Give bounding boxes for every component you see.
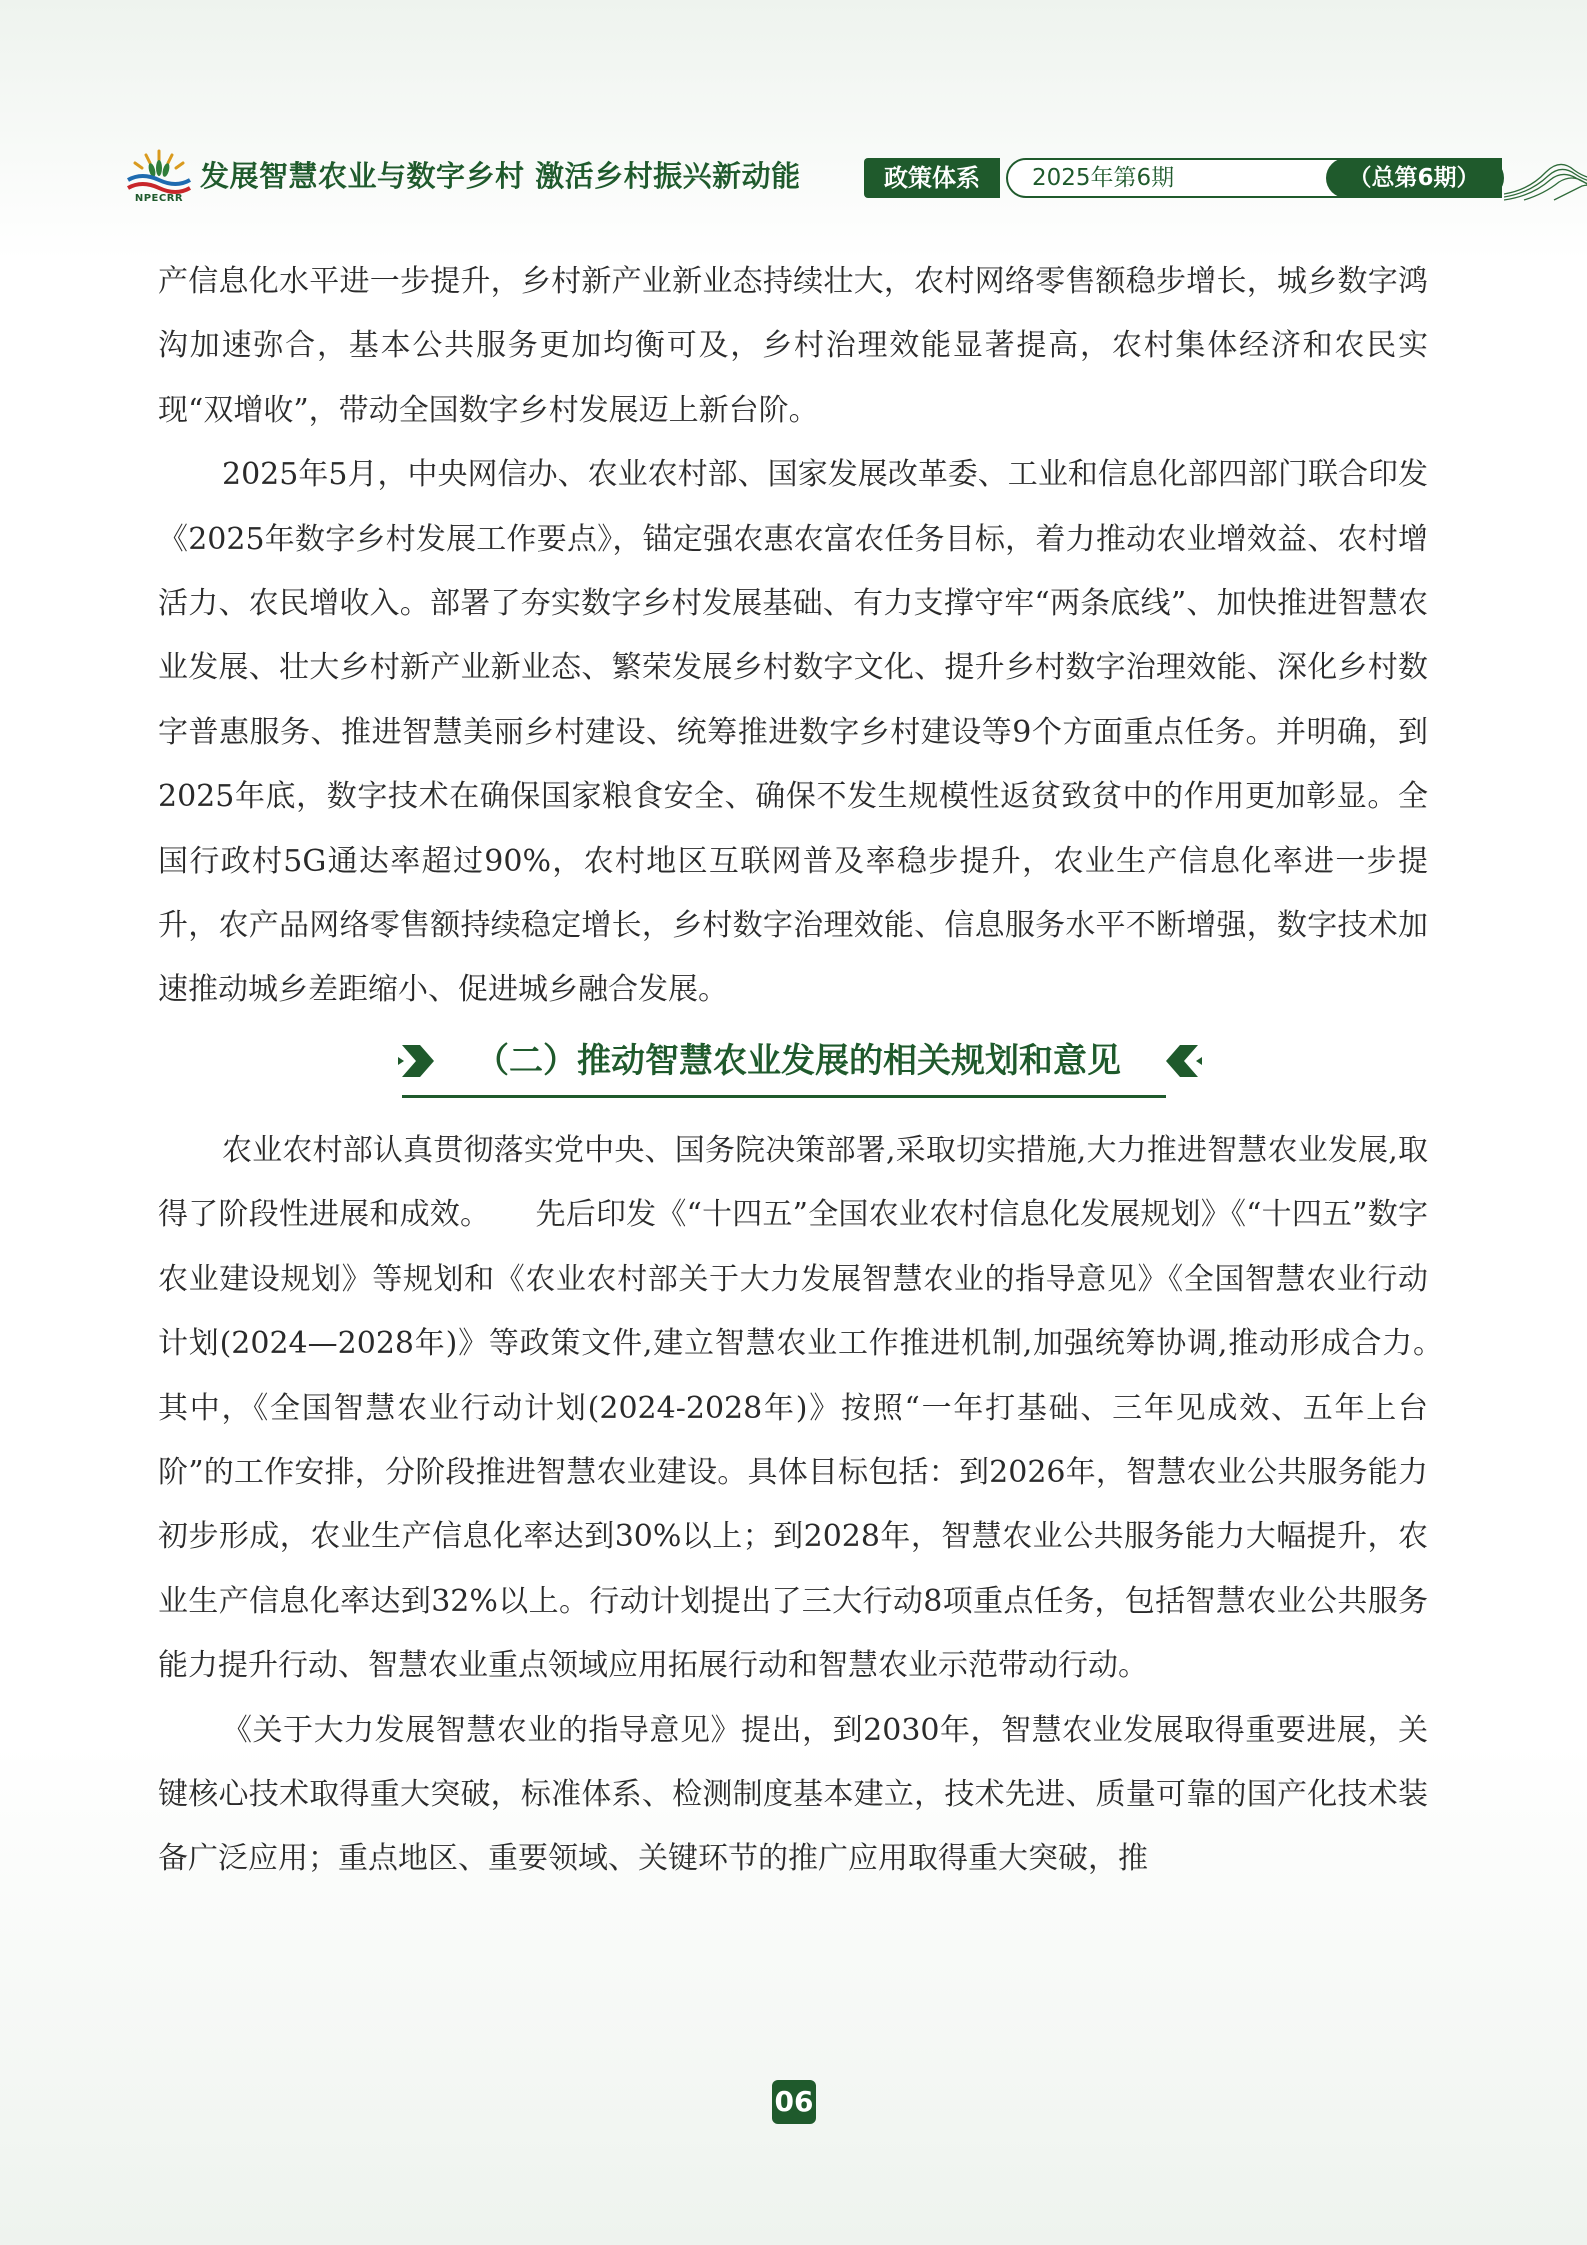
- section-heading: [158, 1023, 1428, 1119]
- chevron-left-icon: [1162, 1041, 1202, 1081]
- logo-caption: NPECRR: [134, 193, 184, 204]
- chevron-right-icon: [398, 1041, 438, 1081]
- page-header: [116, 140, 1496, 210]
- issue-total: （总第6期）: [1326, 158, 1502, 198]
- heading-underline: [402, 1095, 1166, 1098]
- paragraph: 产信息化水平进一步提升，乡村新产业新业态持续壮大，农村网络零售额稳步增长，城乡数字鸿沟加速弥合，基本公共服务更加均衡可及，乡村治理效能显著提高，农村集体经济和农民实现“双增收”，带动全国数字乡村发展迈上新台阶。: [158, 264, 1428, 428]
- issue-badge: [1006, 158, 1504, 198]
- section-heading-text: （二）推动智慧农业发展的相关规划和意见: [475, 1040, 1121, 1081]
- publication-title: 发展智慧农业与数字乡村 激活乡村振兴新动能: [200, 159, 801, 193]
- mountains-icon: [1504, 150, 1587, 202]
- paragraph: 农业农村部认真贯彻落实党中央、国务院决策部署,采取切实措施,大力推进智慧农业发展,取得了阶段性进展和成效。 先后印发《“十四五”全国农业农村信息化发展规划》《“十四五”数字农业建设规划》等规划和《农业农村部关于大力发展智慧农业的指导意见》《全国智慧农业行动计划(2024—2028年)》等政策文件,建立智慧农业工作推进机制,加强统筹协调,推动形成合力。 其中，《全国智慧农业行动计划(2024-2028年)》按照“一年打基础、三年见成效、五年上台阶”的工作安排，分阶段推进智慧农业建设。具体目标包括：到2026年，智慧农业公共服务能力初步形成，农业生产信息化率达到30%以上；到2028年，智慧农业公共服务能力大幅提升，农业生产信息化率达到32%以上。行动计划提出了三大行动8项重点任务，包括智慧农业公共服务能力提升行动、智慧农业重点领域应用拓展行动和智慧农业示范带动行动。: [158, 1132, 1458, 1684]
- paragraph: 2025年5月，中央网信办、农业农村部、国家发展改革委、工业和信息化部四部门联合印发《2025年数字乡村发展工作要点》，锚定强农惠农富农任务目标，着力推动农业增效益、农村增活力、农民增收入。部署了夯实数字乡村发展基础、有力支撑守牢“两条底线”、加快推进智慧农业发展、壮大乡村新产业新业态、繁荣发展乡村数字文化、提升乡村数字治理效能、深化乡村数字普惠服务、推进智慧美丽乡村建设、统筹推进数字乡村建设等9个方面重点任务。并明确，到2025年底，数字技术在确保国家粮食安全、确保不发生规模性返贫致贫中的作用更加彰显。全国行政村5G通达率超过90%，农村地区互联网普及率稳步提升，农业生产信息化率进一步提升，农产品网络零售额持续稳定增长，乡村数字治理效能、信息服务水平不断增强，数字技术加速推动城乡差距缩小、促进城乡融合发展。: [158, 457, 1428, 1008]
- article-body: [158, 250, 1458, 1892]
- section-tag: 政策体系: [864, 158, 1000, 198]
- issue-number: 2025年第6期: [1032, 165, 1175, 191]
- paragraph: 《关于大力发展智慧农业的指导意见》提出，到2030年，智慧农业发展取得重要进展，关键核心技术取得重大突破，标准体系、检测制度基本建立，技术先进、质量可靠的国产化技术装备广泛应用；重点地区、重要领域、关键环节的推广应用取得重大突破，推: [158, 1712, 1428, 1877]
- page-number: 06: [772, 2080, 816, 2124]
- page-background-top: [0, 0, 1587, 260]
